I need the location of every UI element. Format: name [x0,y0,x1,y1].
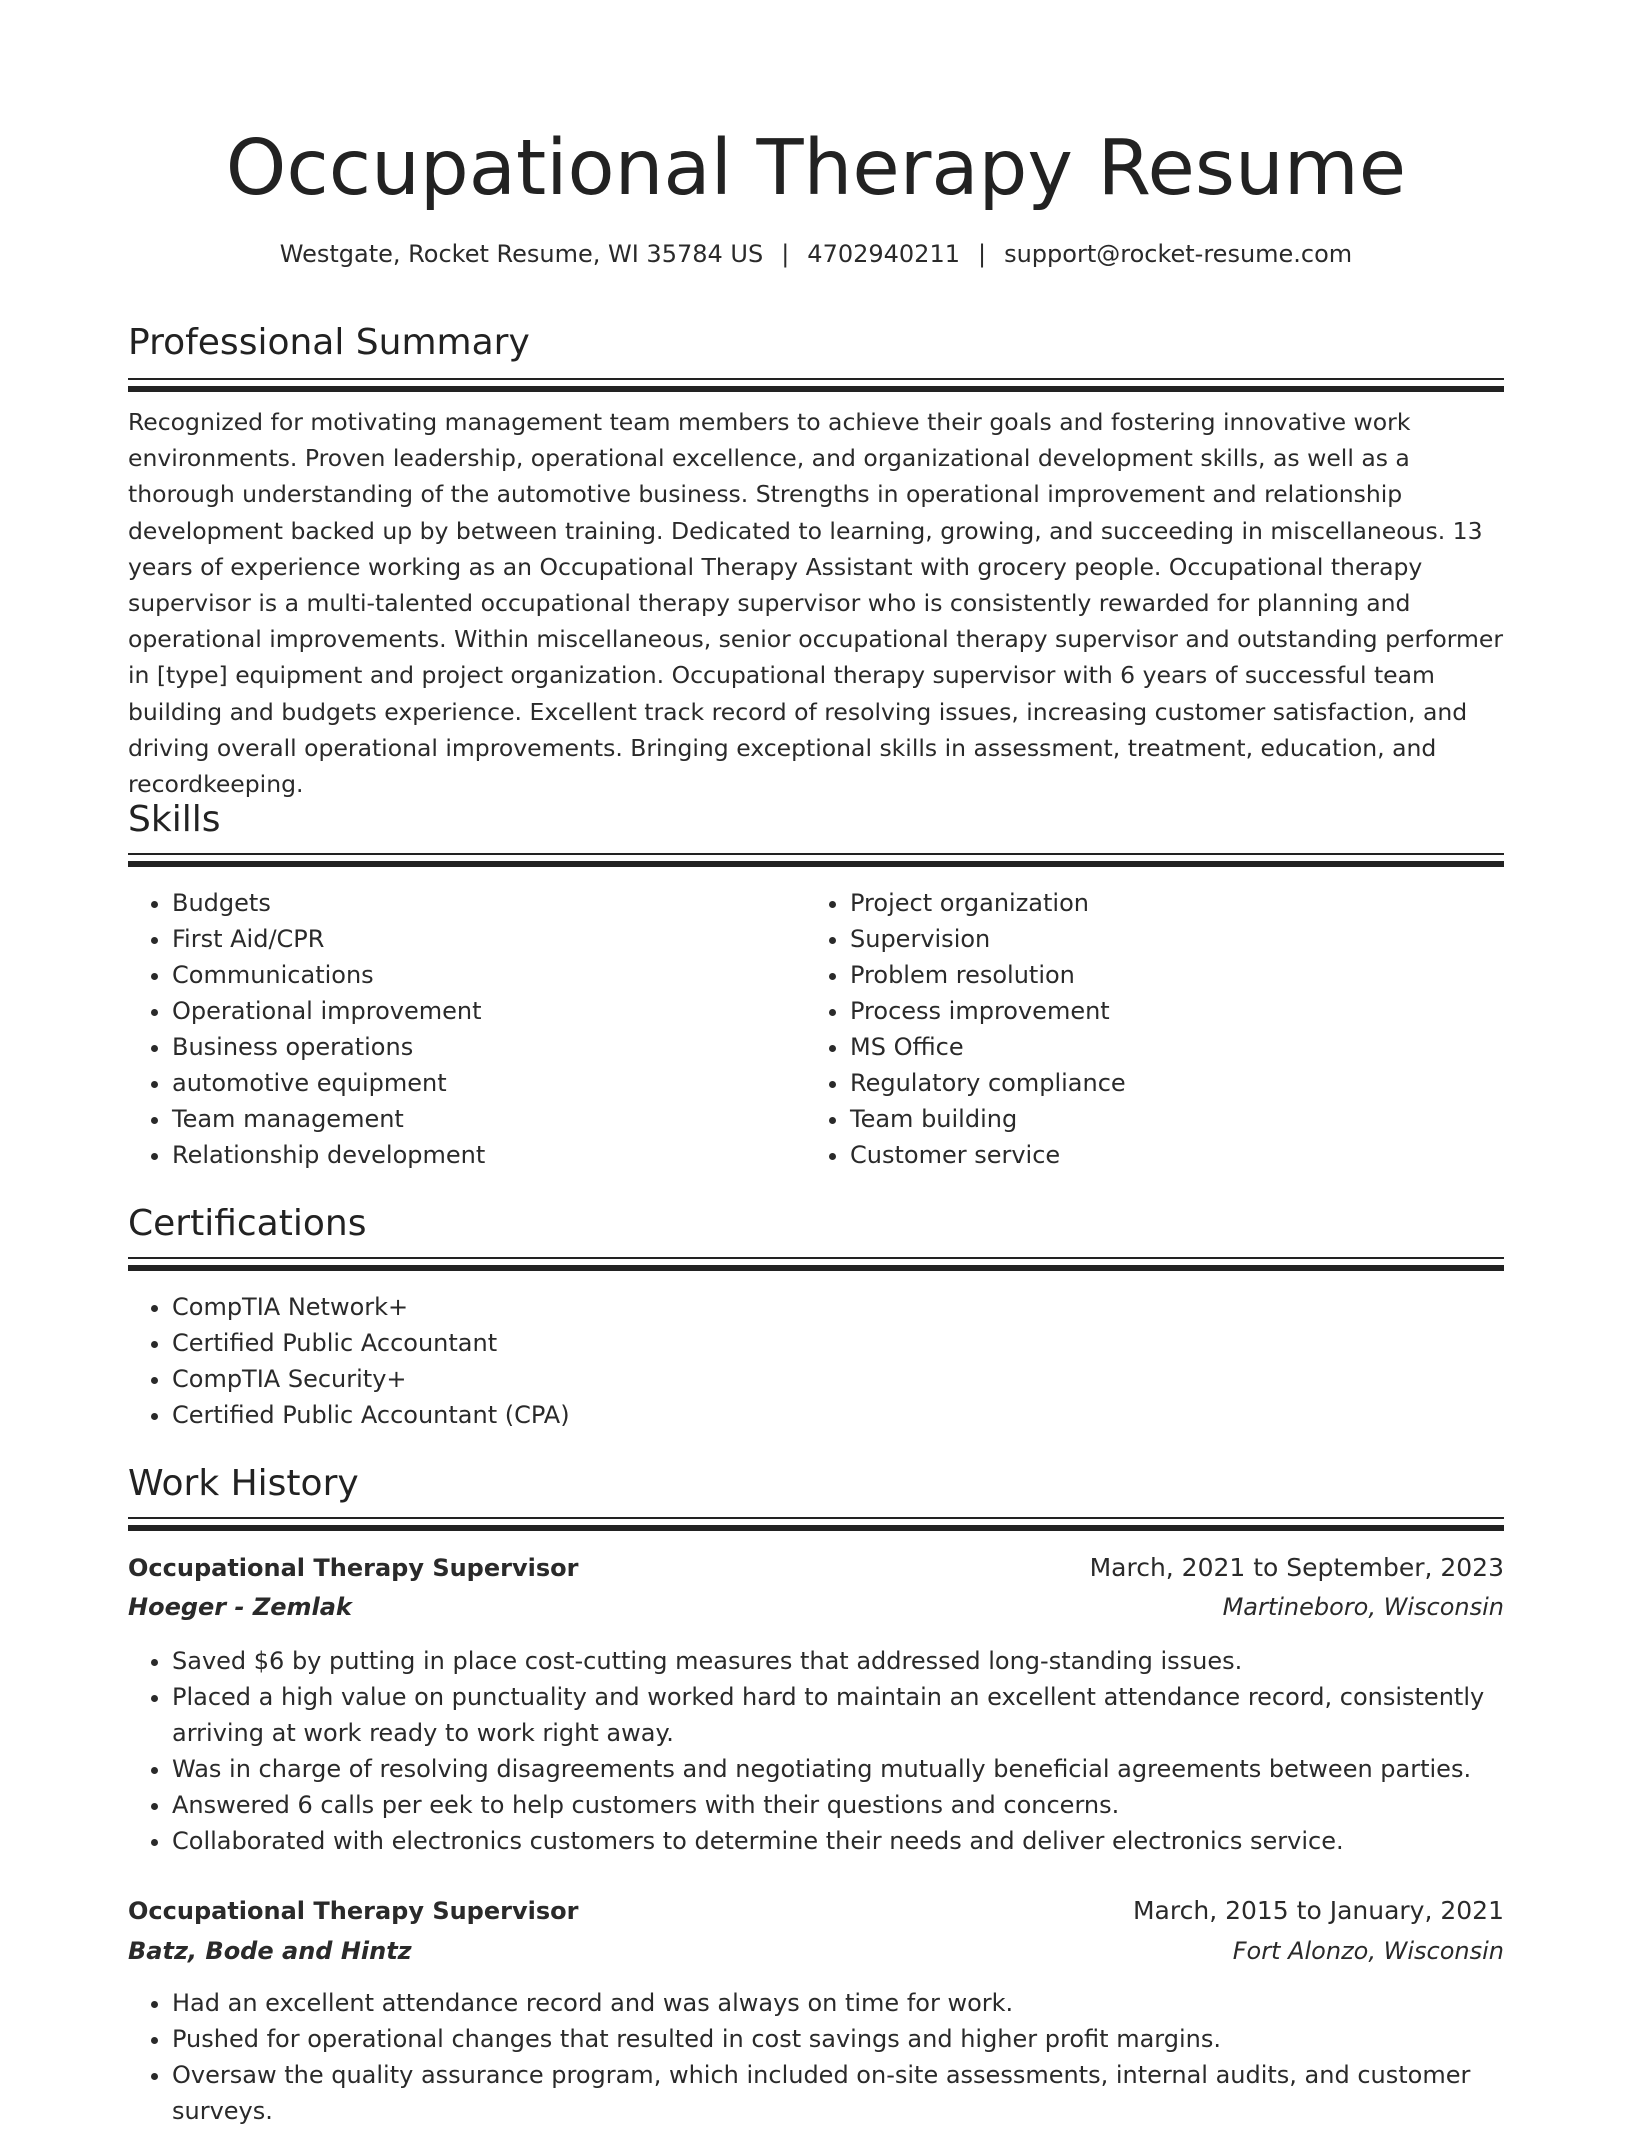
contact-email: support@rocket-resume.com [1004,240,1353,268]
skill-item: • MS Office [850,1029,1500,1065]
job-bullet: • Was in charge of resolving disagreements and negotiating mutually beneficial agreements between parties. [172,1751,1502,1787]
section-divider [128,378,1504,392]
skills-list-right [806,885,1500,1173]
skill-item: • Supervision [850,921,1500,957]
skill-item: • Communications [172,957,802,993]
section-divider [128,853,1504,867]
job-dates: March, 2021 to September, 2023 [1089,1553,1504,1582]
skill-item: • automotive equipment [172,1065,802,1101]
skills-list-left [128,885,802,1173]
job-bullets [128,1643,1502,1859]
job-dates: March, 2015 to January, 2021 [1132,1896,1504,1925]
skill-item: • Process improvement [850,993,1500,1029]
skill-item: • Team building [850,1101,1500,1137]
certification-item: • Certified Public Accountant [172,1325,1502,1361]
job-bullet: • Oversaw the quality assurance program, which included on-site assessments, internal audits, and customer surveys. [172,2057,1502,2129]
job-title: Occupational Therapy Supervisor [128,1554,579,1582]
skill-item: • Problem resolution [850,957,1500,993]
job-bullets [128,1985,1502,2129]
contact-address: Westgate, Rocket Resume, WI 35784 US [279,240,764,268]
contact-separator: | [781,240,790,268]
job-company: Batz, Bode and Hintz [128,1937,412,1965]
job-location: Fort Alonzo, Wisconsin [1232,1937,1504,1965]
skill-item: • Budgets [172,885,802,921]
skill-item: • Customer service [850,1137,1500,1173]
section-divider [128,1517,1504,1531]
skill-item: • Relationship development [172,1137,802,1173]
certification-item: • CompTIA Security+ [172,1361,1502,1397]
job-title: Occupational Therapy Supervisor [128,1897,579,1925]
certifications-list [128,1289,1502,1433]
section-divider [128,1257,1504,1271]
job-location: Martineboro, Wisconsin [1222,1593,1504,1621]
section-heading-work-history: Work History [128,1463,359,1504]
job-bullet: • Had an excellent attendance record and was always on time for work. [172,1985,1502,2021]
skill-item: • Project organization [850,885,1500,921]
job-bullet: • Placed a high value on punctuality and worked hard to maintain an excellent attendance record, consistently arriving at work ready to work right away. [172,1679,1502,1751]
section-heading-summary: Professional Summary [128,322,530,363]
job-company: Hoeger - Zemlak [128,1593,352,1621]
contact-separator: | [978,240,987,268]
certification-item: • CompTIA Network+ [172,1289,1502,1325]
skill-item: • First Aid/CPR [172,921,802,957]
skill-item: • Team management [172,1101,802,1137]
job-bullet: • Answered 6 calls per eek to help customers with their questions and concerns. [172,1787,1502,1823]
contact-line [128,236,1504,272]
job-bullet: • Saved $6 by putting in place cost-cutting measures that addressed long-standing issues. [172,1643,1502,1679]
skill-item: • Operational improvement [172,993,802,1029]
certification-item: • Certified Public Accountant (CPA) [172,1397,1502,1433]
skill-item: • Business operations [172,1029,802,1065]
contact-phone: 4702940211 [807,240,960,268]
skill-item: • Regulatory compliance [850,1065,1500,1101]
summary-text: Recognized for motivating management team members to achieve their goals and fostering innovative work environments. Proven leadership, operational excellence, and organizational development skills, as well as a thorough understanding of the automotive business. Strengths in operational improvement and relationship development backed up by between training. Dedicated to learning, growing, and succeeding in miscellaneous. 13 years of experience working as an Occupational Therapy Assistant with grocery people. Occupational therapy supervisor is a multi-talented occupational therapy supervisor who is consistently rewarded for planning and operational improvements. Within miscellaneous, senior occupational therapy supervisor and outstanding performer in [type] equipment and project organization. Occupational therapy supervisor with 6 years of successful team building and budgets experience. Excellent track record of resolving issues, increasing customer satisfaction, and driving overall operational improvements. Bringing exceptional skills in assessment, treatment, education, and recordkeeping. [128,408,1504,799]
section-heading-skills: Skills [128,799,221,840]
resume-title: Occupational Therapy Resume [225,124,1407,213]
section-heading-certifications: Certifications [128,1203,367,1244]
job-bullet: • Pushed for operational changes that resulted in cost savings and higher profit margins. [172,2021,1502,2057]
job-bullet: • Collaborated with electronics customers to determine their needs and deliver electronics service. [172,1823,1502,1859]
